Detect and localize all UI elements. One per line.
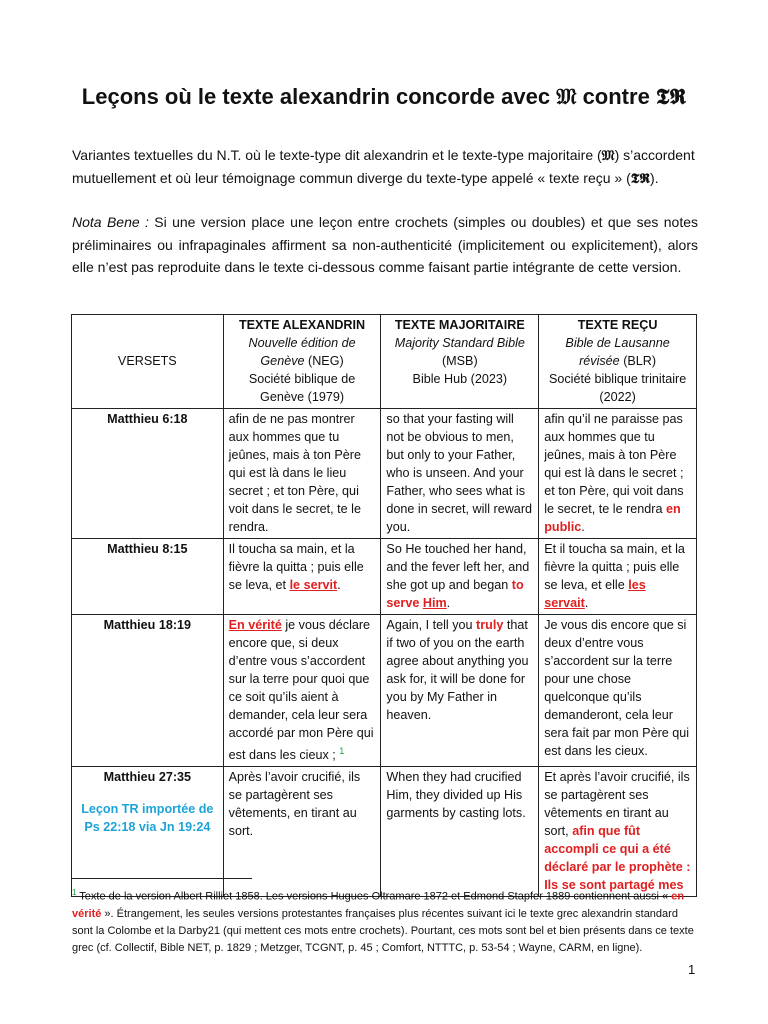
- title-middle: contre: [576, 84, 656, 109]
- maj-text: so that your fasting will not be obvious to men, but only to your Father, who is unseen. And your Father, who sees what is done in secret, will reward you.: [381, 409, 539, 539]
- table-row: [72, 615, 697, 767]
- intro-tr-symbol: 𝕿𝕽: [630, 171, 651, 187]
- verse-ref: Matthieu 6:18: [72, 409, 224, 539]
- header-maj-publisher: Bible Hub (2023): [412, 372, 508, 386]
- tr-variant-highlight: les servait: [544, 578, 646, 610]
- header-alex-version-name: Nouvelle édition de Genève: [248, 336, 356, 368]
- verse-ref: Matthieu 8:15: [72, 539, 224, 615]
- nota-bene-paragraph: [72, 211, 698, 279]
- footnote-part2: ». Étrangement, les seules versions protestantes françaises plus récentes suivant ici le texte grec alexandrin standard sont la Colombe et la Darby21 (qui mettent ces mots entre crochets). Pourtant, ces mots sont bel et bien présents dans ce texte grec (cf. Collectif, Bible NET, p. 1829 ; Metzger, TCGNT, p. 45 ; Comfort, NTTTC, p. 53-54 ; Wayne, CARM, en ligne).: [72, 907, 694, 954]
- header-maj-abbr: (MSB): [441, 354, 478, 368]
- tr-text: [539, 409, 697, 539]
- tr-text-post: .: [581, 520, 585, 534]
- maj-text: [381, 615, 539, 767]
- maj-text-pre: Again, I tell you: [386, 618, 477, 632]
- tr-variant-highlight: en public: [544, 502, 681, 534]
- title-prefix: Leçons où le texte alexandrin concorde avec: [81, 84, 557, 109]
- alex-text-pre: Il toucha sa main, et la fièvre la quitta ; puis elle se leva, et: [228, 542, 364, 592]
- header-tr-title: TEXTE REÇU: [577, 318, 658, 332]
- alex-variant-highlight: En vérité: [228, 618, 282, 632]
- footnote-part1: Texte de la version Albert Rilliet 1858. Les versions Hugues Oltramare 1872 et Edmond Stapfer 1889 contiennent aussi «: [76, 890, 672, 903]
- nota-bene-text: Si une version place une leçon entre crochets (simples ou doubles) et que ses notes préliminaires ou infrapaginales affirment sa non-authenticité (implicitement ou explicitement), alors elle n’est pas reproduite dans le texte ci-dessous comme faisant partie intégrante de cette version.: [72, 214, 699, 275]
- header-alex-version: [229, 334, 376, 370]
- intro-part3: ).: [650, 170, 659, 186]
- header-tr-version-name: Bible de Lausanne révisée: [565, 336, 670, 368]
- alex-text-post: je vous déclare encore que, si deux d’entre vous s’accordent sur la terre pour quoi que ce soit qu’ils aient à demander, cela leur sera accordé par mon Père qui est dans les cieux ;: [228, 618, 374, 763]
- maj-variant-highlight: to serve: [386, 578, 524, 610]
- maj-variant-underlined: Him: [422, 596, 447, 610]
- header-tr-publisher: Société biblique trinitaire (2022): [548, 372, 687, 404]
- header-maj-version: [386, 334, 533, 370]
- tr-text-pre: Et après l’avoir crucifié, ils se partagèrent ses vêtements en tirant au sort,: [544, 770, 690, 839]
- verse-ref: Matthieu 18:19: [72, 615, 224, 767]
- maj-text: [381, 539, 539, 615]
- header-majoritaire: [381, 315, 539, 409]
- alex-text: [223, 615, 381, 767]
- header-versets: VERSETS: [72, 315, 224, 409]
- page-title: [40, 84, 728, 110]
- footnote-reference[interactable]: 1: [339, 746, 345, 756]
- tr-text-pre: afin qu’il ne paraisse pas aux hommes que tu jeûnes, mais à ton Père qui est là dans le secret ; et ton Père, qui voit dans le secret, te le rendra: [544, 412, 684, 516]
- header-maj-title: TEXTE MAJORITAIRE: [394, 318, 525, 332]
- maj-text: When they had crucified Him, they divided up His garments by casting lots.: [381, 767, 539, 897]
- footnote: [72, 884, 698, 957]
- intro-m-symbol: 𝔐: [601, 148, 615, 164]
- intro-part1: Variantes textuelles du N.T. où le texte-type dit alexandrin et le texte-type majoritaire (: [72, 147, 602, 163]
- variants-table: [71, 314, 697, 897]
- footnote-mark: 1: [72, 888, 77, 897]
- alex-variant-highlight: le servit: [289, 578, 338, 592]
- intro-part2: ) s’accordent mutuellement et où leur témoignage commun diverge du texte-type appelé « texte reçu » (: [72, 147, 695, 186]
- header-tr-version: [544, 334, 691, 370]
- alex-text: afin de ne pas montrer aux hommes que tu jeûnes, mais à ton Père qui est là dans le lieu secret ; et ton Père, qui voit dans le secret, te le rendra.: [223, 409, 381, 539]
- alex-text: [223, 539, 381, 615]
- tr-text: Je vous dis encore que si deux d’entre vous s’accordent sur la terre pour une chose quelconque qu’ils demanderont, cela leur sera fait par mon Père qui est dans les cieux.: [539, 615, 697, 767]
- nota-bene-label: Nota Bene :: [72, 214, 149, 230]
- tr-text-post: .: [584, 596, 589, 610]
- header-maj-version-name: Majority Standard Bible: [394, 336, 525, 350]
- tr-variant-highlight: afin que fût accompli ce qui a été déclaré par le prophète : Ils se sont partagé mes: [544, 824, 691, 893]
- alex-text-post: .: [337, 578, 341, 592]
- verse-note: Leçon TR importée de Ps 22:18 via Jn 19:24: [81, 802, 214, 835]
- majority-text-symbol: 𝔐: [556, 84, 577, 110]
- table-row: [72, 409, 697, 539]
- header-recu: [539, 315, 697, 409]
- header-alexandrin: [223, 315, 381, 409]
- header-alex-abbr: (NEG): [304, 354, 344, 368]
- footnote-divider: [72, 878, 252, 879]
- tr-text-pre: Et il toucha sa main, et la fièvre la quitta ; puis elle se leva, et elle: [544, 542, 685, 592]
- maj-variant-highlight: truly: [476, 618, 504, 632]
- header-alex-publisher: Société biblique de Genève (1979): [248, 372, 356, 404]
- table-header-row: [72, 315, 697, 409]
- table-row: [72, 539, 697, 615]
- page-number: 1: [688, 962, 696, 977]
- header-alex-title: TEXTE ALEXANDRIN: [238, 318, 366, 332]
- intro-paragraph: [72, 144, 698, 190]
- maj-text-post: .: [446, 596, 451, 610]
- verse-ref: Matthieu 27:35: [103, 770, 192, 785]
- tr-text: [539, 539, 697, 615]
- maj-text-pre: So He touched her hand, and the fever left her, and she got up and began: [386, 542, 530, 592]
- footnote-highlight: en vérité: [72, 890, 685, 920]
- tr-text: [539, 767, 697, 897]
- header-tr-abbr: (BLR): [619, 354, 657, 368]
- maj-text-post: that if two of you on the earth agree about anything you ask for, it will be done for you by My Father in heaven.: [386, 618, 529, 722]
- alex-text: Après l’avoir crucifié, ils se partagèrent ses vêtements, en tirant au sort.: [223, 767, 381, 897]
- textus-receptus-symbol: 𝕿𝕽: [655, 84, 687, 110]
